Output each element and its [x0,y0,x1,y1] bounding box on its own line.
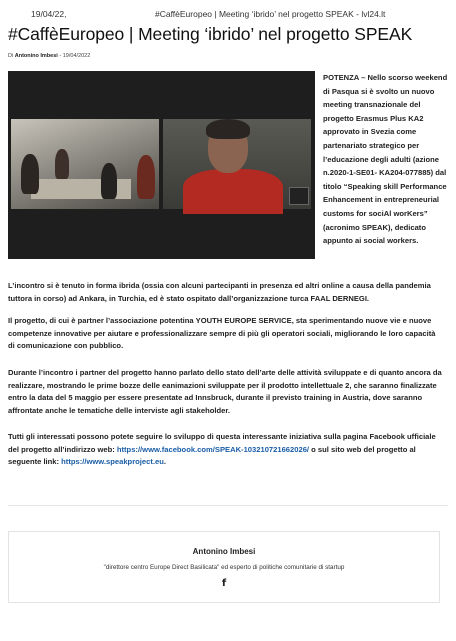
author-bio: "direttore centro Europe Direct Basilicata" ed esperto di politiche comunitarie di startup [103,564,345,571]
participant-figure [55,149,69,179]
print-date: 19/04/22, [31,9,67,19]
paragraph-4-text-end: . [163,457,166,467]
byline-prefix: Di [8,53,14,59]
print-page-title: #CaffèEuropeo | Meeting ‘ibrido’ nel progetto SPEAK - lvl24.lt [155,9,386,19]
facebook-page-link[interactable]: https://www.facebook.com/SPEAK-103210721662026/ [116,444,310,454]
facebook-icon[interactable]: f [221,578,227,589]
meeting-room-view [11,119,159,209]
byline-author-link[interactable]: Antonino Imbesi [14,53,58,59]
byline [8,53,90,59]
article-paragraph-4 [8,431,444,469]
participant-figure [21,154,39,194]
participant-figure [137,155,155,199]
section-divider [8,505,448,506]
byline-separator: - [59,53,62,59]
paragraph-4-text-middle: o sul sito web del progetto al seguente link: [8,444,416,467]
speaker-shirt [183,169,283,214]
author-box [8,531,440,603]
byline-date: 19/04/2022 [62,53,91,59]
author-name[interactable]: Antonino Imbesi [192,547,256,556]
article-title: #CaffèEuropeo | Meeting ‘ibrido’ nel progetto SPEAK [8,24,413,44]
article-paragraph-1: L’incontro si è tenuto in forma ibrida (ossia con alcuni partecipanti in presenza ed altri online a causa della pandemia tuttora in corso) ad Ankara, in Turchia, ed è stato ospitato dall’organizzazione turca FAAL DERNEGI. [8,281,431,303]
article-paragraph-2: Il progetto, di cui è partner l’associazione potentina YOUTH EUROPE SERVICE, sta sperimentando nuove vie e nuove competenze innovative per aiutare e professionalizzare sempre di più gli operatori sociali, migliorando le loro capacità di comunicazione con pubblico. [8,316,436,351]
article-paragraph-3: Durante l’incontro i partner del progetto hanno parlato dello stato dell’arte delle attività sviluppate e di quanto ancora da realizzare, mostrando le prime bozze delle eanimazioni sviluppate per il prodotto intellettuale 2, che saranno finalizzate entro la data del 5 maggio per essere presentate ad Innsbruck, durante il previsto training in Austria, dove saranno affrontate anche le tematiche delle interviste agli stakeholder. [8,368,442,415]
video-call-view [163,119,311,209]
meeting-photo [8,71,315,259]
paragraph-4-text-start: Tutti gli interessati possono potete seguire lo sviluppo di questa interessante iniziativa sulla pagina Facebook ufficiale del progetto all’indirizzo web: [8,432,436,454]
speaker-hair [206,119,250,139]
self-view-tile [289,187,309,205]
participant-figure [101,163,117,199]
project-site-link[interactable]: https://www.speakproject.eu [61,457,164,467]
article-intro: POTENZA – Nello scorso weekend di Pasqua si è svolto un nuovo meeting transnazionale del progetto Erasmus Plus KA2 approvato in Svezia come partenariato strategico per l’educazione degli adulti (azione n.2020-1-SE01- KA204-077885) dal titolo “Speaking skill Performance Enhancement in entrepreneurial customs for sociAl worKers” (acronimo SPEAK), dedicato appunto ai social workers. [323,73,448,246]
